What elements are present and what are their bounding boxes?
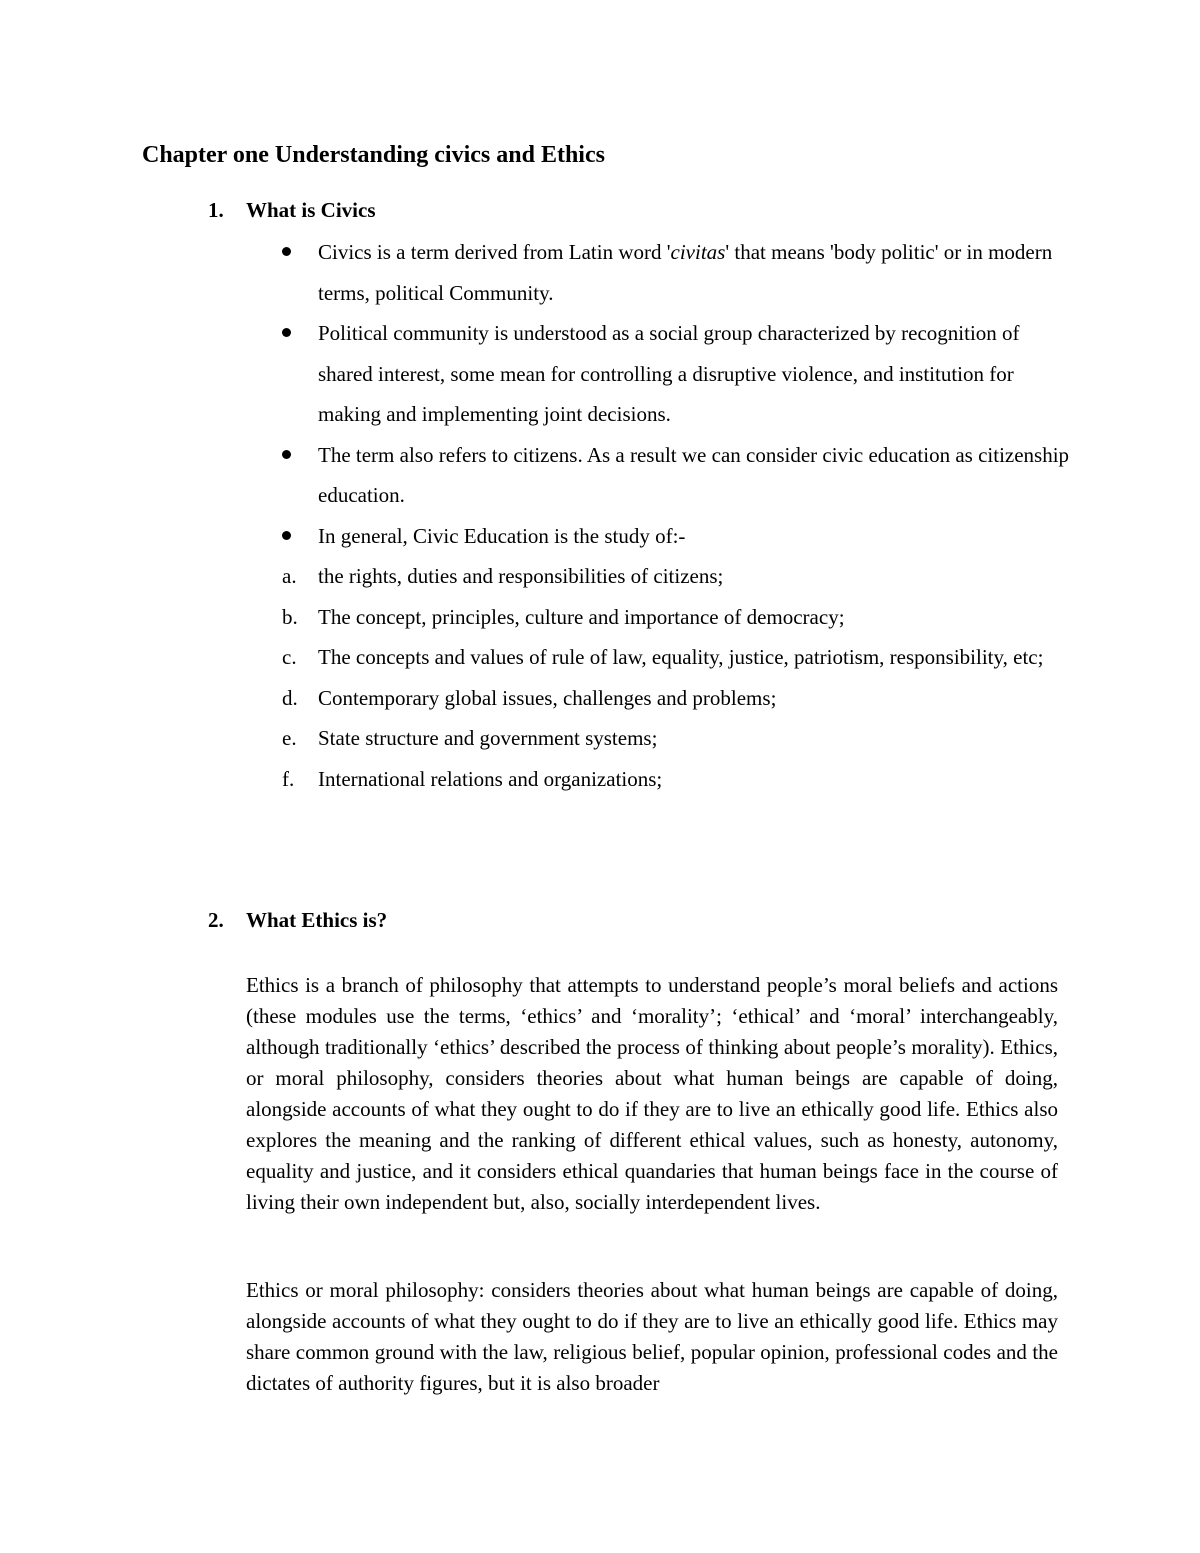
lettered-text: State structure and government systems; <box>318 726 658 750</box>
lettered-item <box>282 556 1078 597</box>
bullet-item <box>318 516 1078 557</box>
latin-term: civitas <box>670 240 726 264</box>
bullet-text: Political community is understood as a social group characterized by recognition of shared interest, some mean for controlling a disruptive violence, and institution for making and implementing joint decisions. <box>318 321 1020 426</box>
lettered-item <box>282 678 1078 719</box>
list-letter: d. <box>282 685 298 710</box>
section-2-heading <box>208 908 387 933</box>
bullet-icon <box>282 450 291 459</box>
section-1-number: 1. <box>208 198 224 222</box>
list-letter: b. <box>282 604 298 629</box>
bullet-text-post: ' that means 'body politic' or in modern terms, political Community. <box>318 240 1053 305</box>
bullet-item <box>318 232 1078 313</box>
section-1-title: What is Civics <box>246 198 376 222</box>
lettered-text: International relations and organizations; <box>318 766 663 791</box>
list-letter: c. <box>282 645 297 669</box>
lettered-text: Contemporary global issues, challenges and problems; <box>318 685 777 710</box>
chapter-title: Chapter one Understanding civics and Ethics <box>142 142 605 168</box>
ethics-paragraph-2: Ethics or moral philosophy: considers theories about what human beings are capable of doing, alongside accounts of what they ought to do if they are to live an ethically good life. Ethics may share common ground with the law, religious belief, popular opinion, professional codes and the dictates of authority figures, but it is also broader <box>246 1278 1058 1395</box>
list-letter: e. <box>282 726 297 750</box>
bullet-icon <box>282 328 291 337</box>
bullet-text: The term also refers to citizens. As a result we can consider civic education as citizenship education. <box>318 442 1070 507</box>
bullet-text-pre: Civics is a term derived from Latin word ' <box>318 240 671 264</box>
bullet-item <box>318 435 1078 516</box>
lettered-text: the rights, duties and responsibilities of citizens; <box>318 564 724 588</box>
civics-list <box>282 232 1078 799</box>
section-2-title: What Ethics is? <box>246 908 388 932</box>
bullet-icon <box>282 531 291 540</box>
lettered-item <box>282 759 1078 800</box>
lettered-item <box>282 718 1078 759</box>
bullet-text: In general, Civic Education is the study of:- <box>318 523 686 548</box>
bullet-icon <box>282 247 291 256</box>
list-letter: f. <box>282 766 295 791</box>
lettered-item <box>282 637 1078 678</box>
section-1-heading <box>208 198 376 223</box>
section-2-number: 2. <box>208 908 224 932</box>
lettered-text: The concept, principles, culture and importance of democracy; <box>318 604 845 629</box>
bullet-item <box>318 313 1078 435</box>
lettered-text: The concepts and values of rule of law, equality, justice, patriotism, responsibility, etc; <box>318 645 1044 669</box>
ethics-paragraph-1: Ethics is a branch of philosophy that attempts to understand people’s moral beliefs and actions (these modules use the terms, ‘ethics’ and ‘morality’; ‘ethical’ and ‘moral’ interchangeably, although traditionally ‘ethics’ described the process of thinking about people’s morality). Ethics, or moral philosophy, considers theories about what human beings are capable of doing, alongside accounts of what they ought to do if they are to live an ethically good life. Ethics also explores the meaning and the ranking of different ethical values, such as honesty, autonomy, equality and justice, and it considers ethical quandaries that human beings face in the course of living their own independent but, also, socially interdependent lives. <box>246 973 1058 1214</box>
lettered-item <box>282 597 1078 638</box>
list-letter: a. <box>282 564 297 588</box>
